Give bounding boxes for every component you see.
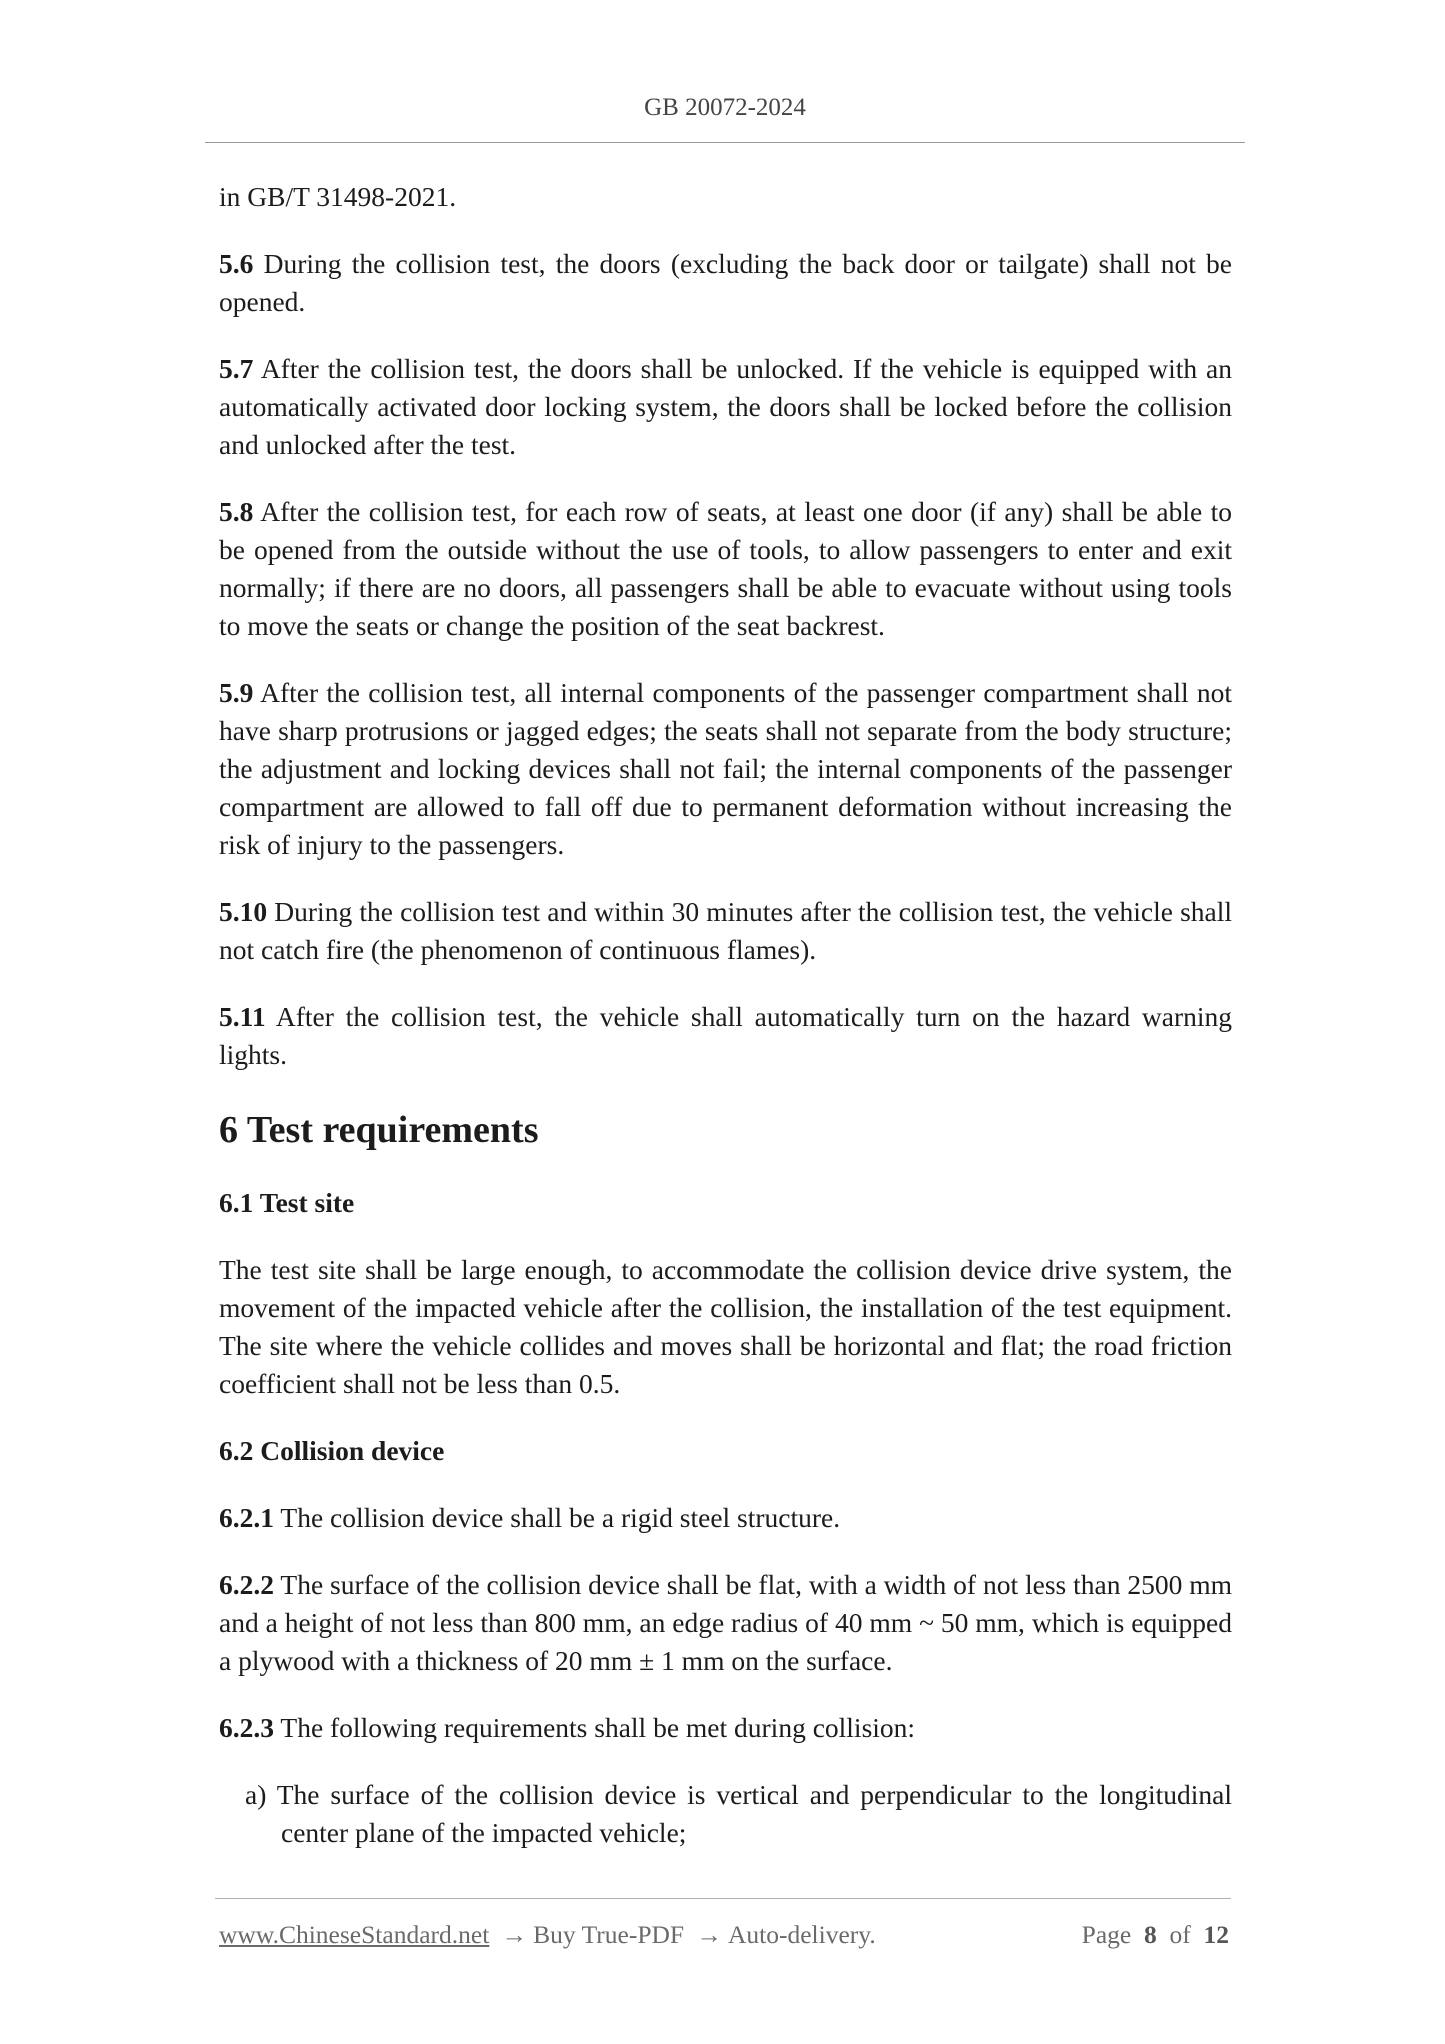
clause-6-2-3 <box>219 1709 1232 1747</box>
page-indicator <box>1082 1920 1229 1950</box>
clause-5-8 <box>219 493 1232 645</box>
clause-number: 5.7 <box>219 353 254 384</box>
arrow-right-icon: → <box>696 1920 722 1949</box>
clause-number: 6.2.3 <box>219 1712 274 1743</box>
page-footer <box>219 1920 1229 1950</box>
arrow-right-icon: → <box>501 1920 528 1949</box>
clause-6-2-2 <box>219 1566 1232 1680</box>
subsection-6-2-heading: 6.2 Collision device <box>219 1435 445 1466</box>
section-6-heading: 6 Test requirements <box>219 1109 539 1151</box>
page-total: 12 <box>1203 1920 1229 1949</box>
clause-5-9 <box>219 674 1232 864</box>
clause-number: 6.2.2 <box>219 1569 274 1600</box>
header-divider <box>205 142 1245 143</box>
clause-text: After the collision test, the doors shall be unlocked. If the vehicle is equipped with an automatically activated door locking system, the doors shall be locked before the collision and unlocked after the test. <box>219 353 1232 460</box>
clause-text: After the collision test, all internal components of the passenger compartment shall not have sharp protrusions or jagged edges; the seats shall not separate from the body structure; the adjustment and locking devices shall not fail; the internal components of the passenger compartment are allowed to fall off due to permanent deformation without increasing the risk of injury to the passengers. <box>219 677 1232 860</box>
of-label: of <box>1169 1920 1191 1949</box>
clause-number: 5.11 <box>219 1001 266 1032</box>
clause-text: After the collision test, the vehicle shall automatically turn on the hazard warning lights. <box>219 1001 1232 1070</box>
page-label: Page <box>1081 1920 1132 1949</box>
clause-5-10 <box>219 893 1232 969</box>
document-body <box>219 178 1232 1881</box>
clause-text: After the collision test, for each row of seats, at least one door (if any) shall be able to be opened from the outside without the use of tools, to allow passengers to enter and exit normally; if there are no doors, all passengers shall be able to evacuate without using tools to move the seats or change the position of the seat backrest. <box>219 496 1232 641</box>
subsection-6-1-heading: 6.1 Test site <box>219 1187 355 1218</box>
footer-left <box>219 1920 876 1950</box>
clause-6-2-1 <box>219 1499 1232 1537</box>
clause-number: 5.6 <box>219 248 254 279</box>
auto-delivery-text: Auto-delivery. <box>727 1920 876 1949</box>
clause-number: 5.9 <box>219 677 254 708</box>
running-header: GB 20072-2024 <box>644 94 806 121</box>
page-number: 8 <box>1144 1920 1157 1949</box>
clause-text: The collision device shall be a rigid steel structure. <box>280 1502 841 1533</box>
clause-text: The surface of the collision device shall be flat, with a width of not less than 2500 mm and a height of not less than 800 mm, an edge radius of 40 mm ~ 50 mm, which is equipped a plywood with a thickness of 20 mm ± 1 mm on the surface. <box>219 1569 1232 1676</box>
footer-divider <box>215 1898 1231 1899</box>
clause-5-7 <box>219 350 1232 464</box>
clause-text: The following requirements shall be met during collision: <box>280 1712 916 1743</box>
clause-number: 5.10 <box>219 896 268 927</box>
list-item-a: a) The surface of the collision device is vertical and perpendicular to the longitudinal center plane of the impacted vehicle; <box>245 1779 1232 1848</box>
clause-6-1-text: The test site shall be large enough, to accommodate the collision device drive system, the movement of the impacted vehicle after the collision, the installation of the test equipment. The site where the vehicle collides and moves shall be horizontal and flat; the road friction coefficient shall not be less than 0.5. <box>219 1254 1232 1399</box>
clause-number: 5.8 <box>219 496 254 527</box>
clause-5-6 <box>219 245 1232 321</box>
buy-text: Buy True-PDF <box>533 1920 685 1949</box>
clause-text: During the collision test, the doors (excluding the back door or tailgate) shall not be opened. <box>219 248 1233 317</box>
website-link[interactable]: www.ChineseStandard.net <box>219 1920 490 1949</box>
paragraph-continuation: in GB/T 31498-2021. <box>219 181 457 212</box>
clause-text: During the collision test and within 30 minutes after the collision test, the vehicle shall not catch fire (the phenomenon of continuous flames). <box>219 896 1233 965</box>
clause-number: 6.2.1 <box>219 1502 274 1533</box>
clause-5-11 <box>219 998 1232 1074</box>
